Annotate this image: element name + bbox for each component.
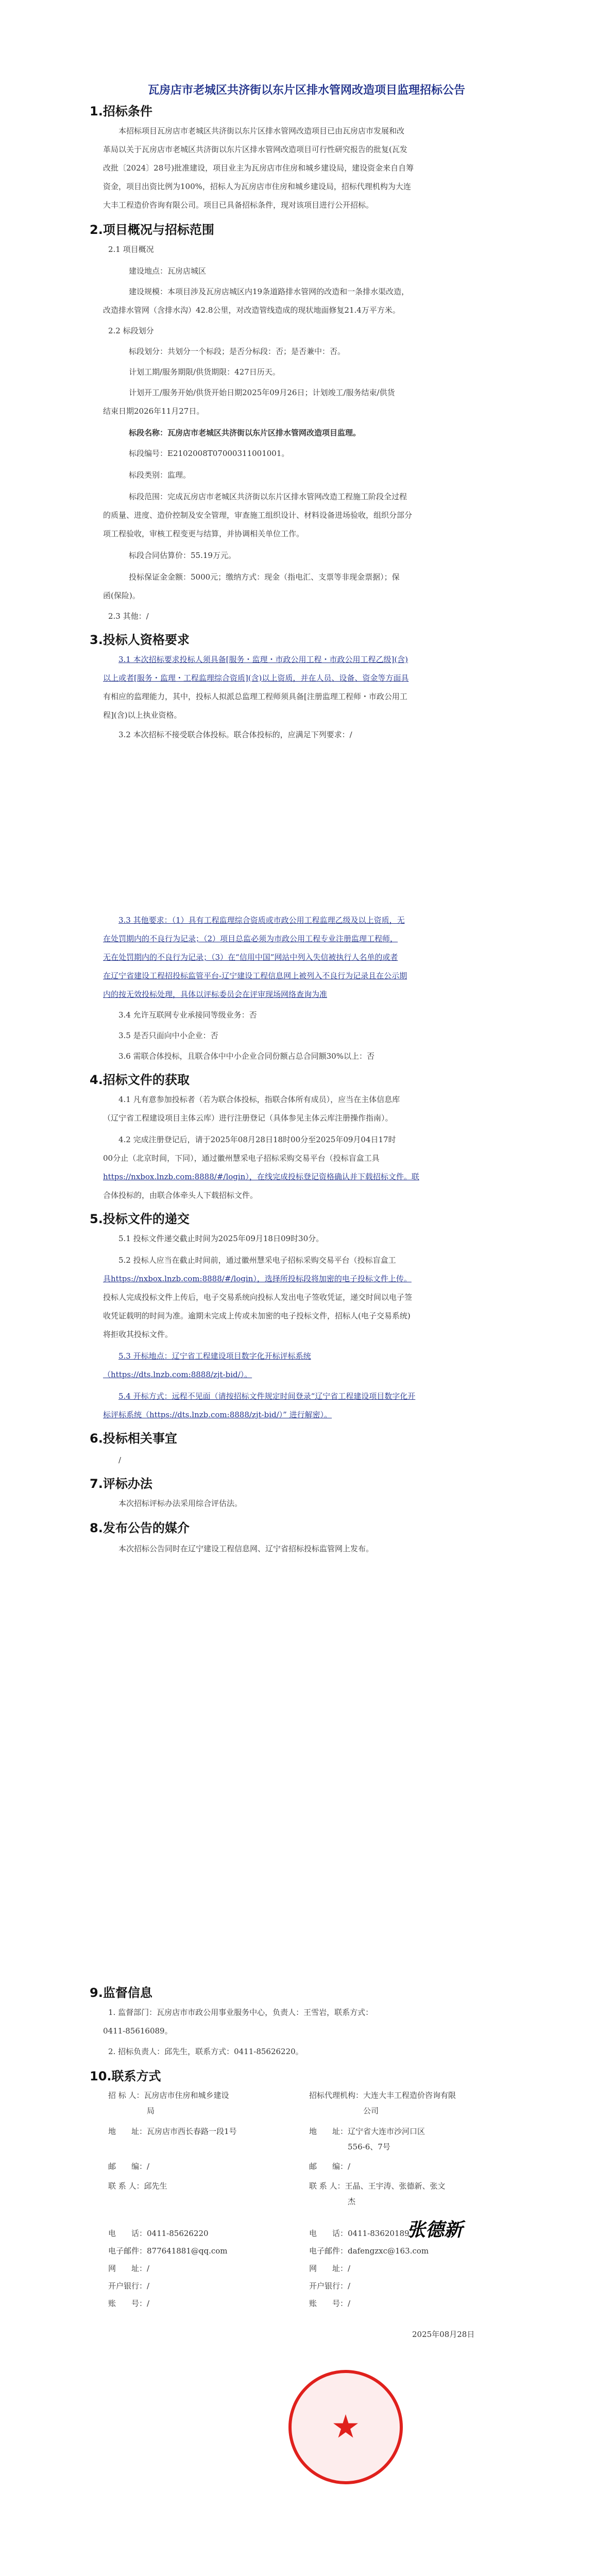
sec5-line[interactable]: 标评标系统（https://dts.lnzb.com:8888/zjt-bid/）” 进行解密）。 bbox=[103, 1410, 332, 1419]
sec5-line[interactable]: （https://dts.lnzb.com:8888/zjt-bid/）。 bbox=[103, 1370, 252, 1379]
sec3-line: 程](含)以上执业资格。 bbox=[103, 710, 182, 720]
section-9-heading: 9.监督信息 bbox=[90, 1986, 152, 2000]
sec3-line: 3.5 是否只面向中小企业：否 bbox=[118, 1031, 218, 1040]
sec3-line: 3.6 需联合体投标，且联合体中中小企业合同份额占总合同额30%以上：否 bbox=[118, 1052, 374, 1061]
sec9-line: 1. 监督部门：瓦房店市市政公用事业服务中心，负责人：王雪岩，联系方式： bbox=[108, 2008, 373, 2017]
sec4-line: （辽宁省工程建设项目主体云库）进行注册登记（具体参见主体云库注册操作指南）。 bbox=[103, 1113, 393, 1123]
contact-right-line: 公司 bbox=[309, 2106, 379, 2115]
contact-left-line: 局 bbox=[108, 2106, 155, 2115]
sec2-line: 计划工期/服务期限/供货期限：427日历天。 bbox=[129, 367, 280, 377]
contact-left-line: 开户银行：/ bbox=[108, 2281, 150, 2291]
sec2-line: 改造排水管网（含排水沟）42.8公里，对改造管线造成的现状地面修复21.4万平方米。 bbox=[103, 306, 400, 315]
sec4-line[interactable]: https://nxbox.lnzb.com:8888/#/login），在线完成投标登记资格确认并下载招标文件。联 bbox=[103, 1172, 419, 1181]
sec6-line: / bbox=[118, 1455, 122, 1465]
sec1-line: 大丰工程造价咨询有限公司。项目已具备招标条件，现对该项目进行公开招标。 bbox=[103, 200, 374, 210]
contact-left-line: 地 址：瓦房店市西长春路一段1号 bbox=[108, 2127, 237, 2136]
sec5-line[interactable]: 具https://nxbox.lnzb.com:8888/#/login），选择所投标段将加密的电子投标文件上传。 bbox=[103, 1274, 412, 1283]
sec1-line: 改批〔2024〕28号)批准建设，项目业主为瓦房店市住房和城乡建设局，建设资金来自自筹 bbox=[103, 163, 414, 173]
section-1-heading: 1.招标条件 bbox=[90, 104, 152, 118]
sec2-line: 标段划分：共划分一个标段；是否分标段：否；是否兼中：否。 bbox=[129, 347, 346, 356]
contact-left-line: 邮 编：/ bbox=[108, 2162, 150, 2171]
section-2-heading: 2.项目概况与招标范围 bbox=[90, 223, 214, 237]
sec1-line: 本招标项目瓦房店市老城区共济街以东片区排水管网改造项目已由瓦房店市发展和改 bbox=[118, 126, 405, 135]
sec2-line: 计划开工/服务开始/供货开始日期2025年09月26日；计划竣工/服务结束/供货 bbox=[129, 388, 395, 397]
section-8-heading: 8.发布公告的媒介 bbox=[90, 1521, 190, 1535]
sec4-line: 4.2 完成注册登记后，请于2025年08月28日18时00分至2025年09月04日17时 bbox=[118, 1135, 396, 1144]
sec4-line: 00分止（北京时间，下同），通过徽州慧采电子招标采购交易平台（投标盲盒工具 bbox=[103, 1154, 380, 1163]
contact-right-line: 网 址：/ bbox=[309, 2264, 351, 2273]
sec2-line: 标段编号：E2102008T07000311001001。 bbox=[129, 449, 290, 458]
sec2-line: 函(保险)。 bbox=[103, 591, 140, 600]
sec4-line: 合体投标的，由联合体牵头人下载招标文件。 bbox=[103, 1191, 258, 1200]
contact-right-line: 电子邮件：dafengzxc@163.com bbox=[309, 2246, 429, 2256]
sec7-line: 本次招标评标办法采用综合评估法。 bbox=[118, 1499, 243, 1508]
sec2-line: 2.1 项目概况 bbox=[108, 245, 154, 254]
sec5-line: 5.2 投标人应当在截止时间前，通过徽州慧采电子招标采购交易平台（投标盲盒工 bbox=[118, 1256, 396, 1265]
contact-right-line: 账 号：/ bbox=[309, 2299, 351, 2308]
contact-left-line: 账 号：/ bbox=[108, 2299, 150, 2308]
contact-right-line: 开户银行：/ bbox=[309, 2281, 351, 2291]
contact-right-line: 地 址：辽宁省大连市沙河口区 bbox=[309, 2127, 425, 2136]
section-6-heading: 6.投标相关事宜 bbox=[90, 1431, 177, 1446]
sec3-line: 以上或者[服务・监理・工程监理综合资质](含)以上资质，并在人员、设备、资金等方面具 bbox=[103, 673, 409, 683]
contact-left-line: 联 系 人：邱先生 bbox=[108, 2181, 167, 2191]
section-10-heading: 10.联系方式 bbox=[90, 2069, 161, 2083]
contact-right-line: 556-6、7号 bbox=[309, 2142, 390, 2151]
sec8-line: 本次招标公告同时在辽宁建设工程信息网、辽宁省招标投标监管网上发布。 bbox=[118, 1544, 374, 1553]
sec5-line: 将拒收其投标文件。 bbox=[103, 1330, 173, 1339]
document-date: 2025年08月28日 bbox=[412, 2330, 475, 2339]
sec2-line: 结束日期2026年11月27日。 bbox=[103, 406, 205, 416]
section-5-heading: 5.投标文件的递交 bbox=[90, 1212, 190, 1226]
sec2-line: 标段名称：瓦房店市老城区共济街以东片区排水管网改造项目监理。 bbox=[129, 428, 361, 437]
sec3-line: 在辽宁省建设工程招投标监管平台-辽宁建设工程信息网上被列入不良行为记录且在公示期 bbox=[103, 971, 407, 980]
sec5-line[interactable]: 5.4 开标方式：远程不见面（请按招标文件规定时间登录“辽宁省工程建设项目数字化开 bbox=[118, 1392, 416, 1401]
contact-right-line: 杰 bbox=[309, 2197, 356, 2206]
sec3-line: 在处罚期内的不良行为记录；（2）项目总监必须为市政公用工程专业注册监理工程师， bbox=[103, 934, 398, 943]
sec3-line: 3.4 允许互联网专业承接同等级业务：否 bbox=[118, 1010, 257, 1020]
sec1-line: 资金，项目出资比例为100%，招标人为瓦房店市住房和城乡建设局，招标代理机构为大连 bbox=[103, 182, 411, 191]
contact-left-line: 电子邮件：877641881@qq.com bbox=[108, 2246, 228, 2256]
sec3-line: 3.1 本次招标要求投标人须具备[服务・监理・市政公用工程・市政公用工程乙级](含) bbox=[118, 655, 408, 664]
sec9-line: 2. 招标负责人：邱先生，联系方式：0411-85626220。 bbox=[108, 2047, 303, 2056]
contact-right-line: 邮 编：/ bbox=[309, 2162, 351, 2171]
sec5-line: 收凭证载明的时间为准。逾期未完成上传或未加密的电子投标文件，招标人(电子交易系统) bbox=[103, 1311, 411, 1320]
sec2-line: 建设规模：本项目涉及瓦房店城区内19条道路排水管网的改造和一条排水渠改造， bbox=[129, 287, 410, 296]
sec9-line: 0411-85616089。 bbox=[103, 2026, 173, 2036]
sec2-line: 标段范围：完成瓦房店市老城区共济街以东片区排水管网改造工程施工阶段全过程 bbox=[129, 492, 407, 501]
sec5-line[interactable]: 5.3 开标地点：辽宁省工程建设项目数字化开标评标系统 bbox=[118, 1351, 311, 1361]
contact-left-line: 网 址：/ bbox=[108, 2264, 150, 2273]
sec1-line: 革局以关于瓦房店市老城区共济街以东片区排水管网改造项目可行性研究报告的批复(瓦发 bbox=[103, 145, 407, 154]
sec5-line: 5.1 投标文件递交截止时间为2025年09月18日09时30分。 bbox=[118, 1234, 324, 1243]
page-title: 瓦房店市老城区共济街以东片区排水管网改造项目监理招标公告 bbox=[147, 83, 465, 97]
official-seal-stamp bbox=[288, 2370, 403, 2484]
sec2-line: 2.3 其他：/ bbox=[108, 612, 149, 621]
contact-right-line: 电 话：0411-83620189 bbox=[309, 2229, 410, 2238]
contact-left-line: 招 标 人：瓦房店市住房和城乡建设 bbox=[108, 2091, 229, 2100]
sec5-line: 投标人完成投标文件上传后，电子交易系统向投标人发出电子签收凭证，递交时间以电子签 bbox=[103, 1293, 413, 1302]
sec4-line: 4.1 凡有意参加投标者（若为联合体投标，指联合体所有成员），应当在主体信息库 bbox=[118, 1095, 400, 1104]
sec2-line: 项工程验收，审核工程变更与结算，并协调相关单位工作。 bbox=[103, 529, 304, 538]
sec3-line: 无在处罚期内的不良行为记录；（3）在“信用中国”网站中列入失信被执行人名单的或者 bbox=[103, 953, 398, 962]
sec3-line: 3.2 本次招标不接受联合体投标。联合体投标的，应满足下列要求：/ bbox=[118, 730, 352, 739]
sec2-line: 2.2 标段划分 bbox=[108, 326, 154, 335]
sec3-line: 3.3 其他要求：（1）具有工程监理综合资质或市政公用工程监理乙级及以上资质，无 bbox=[118, 916, 405, 925]
section-3-heading: 3.投标人资格要求 bbox=[90, 633, 190, 647]
contact-right-line: 招标代理机构：大连大丰工程造价咨询有限 bbox=[309, 2091, 456, 2100]
sec2-line: 建设地点：瓦房店城区 bbox=[129, 266, 207, 276]
sec2-line: 标段合同估算价：55.19万元。 bbox=[129, 551, 236, 560]
contact-left-line: 电 话：0411-85626220 bbox=[108, 2229, 209, 2238]
sec2-line: 投标保证金金额：5000元；缴纳方式：现金（指电汇、支票等非现金票据）；保 bbox=[129, 572, 400, 582]
sec2-line: 标段类别：监理。 bbox=[129, 470, 191, 480]
section-7-heading: 7.评标办法 bbox=[90, 1477, 152, 1491]
signature: 张德新 bbox=[407, 2219, 463, 2241]
sec3-line: 内的按无效投标处理，具体以评标委员会在评审现场网络查询为准 bbox=[103, 990, 328, 999]
section-4-heading: 4.招标文件的获取 bbox=[90, 1073, 190, 1087]
contact-right-line: 联 系 人：王晶、王宇涛、张德新、张文 bbox=[309, 2181, 446, 2191]
sec2-line: 的质量、进度、造价控制及安全管理，审查施工组织设计、材料设备进场验收，组织分部分 bbox=[103, 511, 413, 520]
sec3-line: 有相应的监理能力，其中，投标人拟派总监理工程师须具备[注册监理工程师・市政公用工 bbox=[103, 692, 407, 701]
